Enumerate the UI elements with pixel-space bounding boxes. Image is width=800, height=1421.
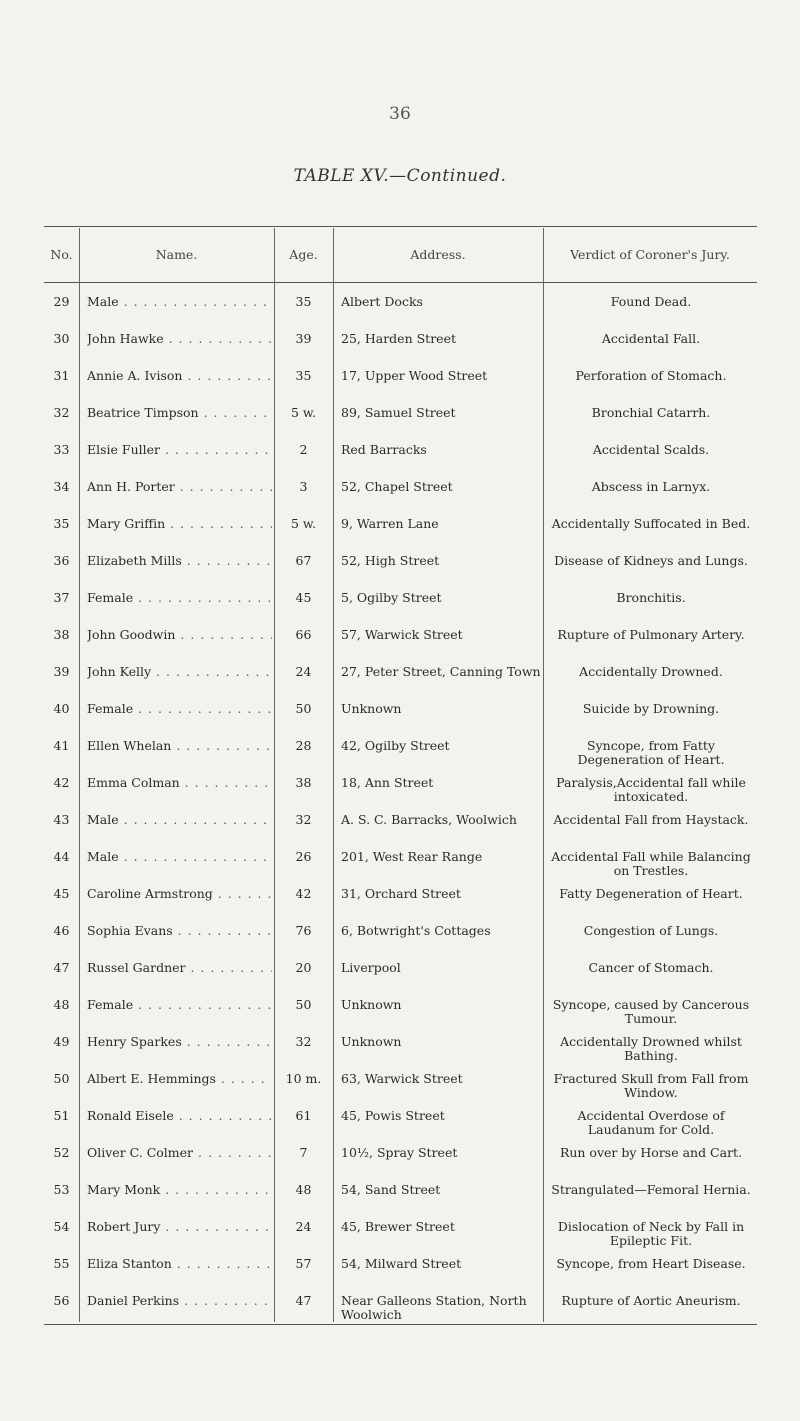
row-verdict: Run over by Horse and Cart. (559, 1145, 743, 1160)
row-address-text: Red Barracks (341, 443, 427, 457)
row-number: 32 (53, 405, 70, 420)
table-row (44, 1211, 757, 1248)
row-number: 33 (53, 442, 70, 457)
row-age: 48 (295, 1182, 312, 1197)
row-age: 61 (295, 1108, 312, 1123)
table-title: TABLE XV.—Continued. (293, 166, 507, 186)
table-row (44, 767, 757, 804)
row-age: 7 (299, 1145, 308, 1160)
row-name-text: Sophia Evans (87, 924, 173, 938)
row-number: 34 (53, 479, 70, 494)
row-name (87, 924, 272, 938)
row-address-text: 45, Brewer Street (341, 1220, 455, 1234)
row-number: 30 (53, 331, 70, 346)
row-address-text: 57, Warwick Street (341, 628, 463, 642)
row-name-text: Elizabeth Mills (87, 554, 182, 568)
row-address-text: 9, Warren Lane (341, 517, 439, 531)
row-number: 56 (53, 1293, 70, 1308)
table-row (44, 286, 757, 323)
header-bottom-rule (44, 282, 757, 283)
row-verdict: Syncope, caused by Cancerous Tumour. (552, 997, 750, 1026)
row-name (87, 628, 272, 642)
header-address: Address. (410, 247, 466, 262)
row-name-text: Daniel Perkins (87, 1294, 180, 1308)
row-name-text: Henry Sparkes (87, 1035, 182, 1049)
row-age: 32 (295, 812, 312, 827)
table-row (44, 582, 757, 619)
row-address-text: 89, Samuel Street (341, 406, 456, 420)
row-age: 57 (295, 1256, 312, 1271)
page-number: 36 (389, 104, 411, 124)
row-age: 47 (295, 1293, 312, 1308)
row-number: 41 (53, 738, 70, 753)
row-name (87, 369, 272, 383)
row-number: 54 (53, 1219, 70, 1234)
row-name (87, 776, 272, 790)
table-row (44, 1100, 757, 1137)
row-name (87, 554, 272, 568)
row-verdict: Accidental Overdose of Laudanum for Cold. (577, 1108, 725, 1137)
row-name (87, 1072, 272, 1086)
row-age: 50 (295, 701, 312, 716)
row-name-text: Mary Griffin (87, 517, 166, 531)
row-address-text: 52, High Street (341, 554, 440, 568)
row-address-text: 201, West Rear Range (341, 850, 483, 864)
row-verdict: Strangulated—Femoral Hernia. (551, 1182, 751, 1197)
row-verdict: Fatty Degeneration of Heart. (559, 886, 743, 901)
table-row (44, 1026, 757, 1063)
row-address-text: 10½, Spray Street (341, 1146, 458, 1160)
row-verdict: Dislocation of Neck by Fall in Epileptic Fit. (557, 1219, 745, 1248)
row-age: 42 (295, 886, 312, 901)
row-verdict: Bronchial Catarrh. (591, 405, 711, 420)
row-verdict: Accidental Fall from Haystack. (553, 812, 749, 827)
row-address (341, 1072, 541, 1086)
header-verdict: Verdict of Coroner's Jury. (570, 247, 730, 262)
row-name-text: Male (87, 295, 119, 309)
row-address (341, 1294, 541, 1322)
row-name (87, 665, 272, 679)
row-name (87, 1257, 272, 1271)
row-name (87, 443, 272, 457)
row-name-text: Beatrice Timpson (87, 406, 199, 420)
row-number: 43 (53, 812, 70, 827)
table-row (44, 434, 757, 471)
row-number: 45 (53, 886, 70, 901)
table-row (44, 989, 757, 1026)
row-age: 35 (295, 368, 312, 383)
row-name (87, 406, 272, 420)
row-address (341, 443, 541, 457)
row-name (87, 998, 272, 1012)
row-address (341, 406, 541, 420)
row-name (87, 739, 272, 753)
row-number: 47 (53, 960, 70, 975)
table-header (44, 228, 757, 282)
row-verdict: Paralysis,Accidental fall while intoxicated. (556, 775, 746, 804)
row-name-text: Female (87, 702, 134, 716)
row-number: 29 (53, 294, 70, 309)
row-number: 31 (53, 368, 70, 383)
row-number: 37 (53, 590, 70, 605)
row-name-text: Russel Gardner (87, 961, 186, 975)
table-row (44, 471, 757, 508)
header-name: Name. (155, 247, 198, 262)
row-name-text: Albert E. Hemmings (87, 1072, 216, 1086)
row-address-text: 45, Powis Street (341, 1109, 445, 1123)
table-row (44, 841, 757, 878)
row-number: 40 (53, 701, 70, 716)
table-row (44, 1248, 757, 1285)
row-age: 66 (295, 627, 312, 642)
row-age: 5 w. (290, 516, 317, 531)
row-name (87, 887, 272, 901)
row-number: 53 (53, 1182, 70, 1197)
row-age: 35 (295, 294, 312, 309)
row-address (341, 369, 541, 383)
row-name-text: John Kelly (87, 665, 152, 679)
row-number: 36 (53, 553, 70, 568)
row-name (87, 1109, 272, 1123)
table-row (44, 1137, 757, 1174)
table-row (44, 915, 757, 952)
row-address-text: Near Galleons Station, North Woolwich (341, 1294, 527, 1322)
row-name (87, 1035, 272, 1049)
table-row (44, 508, 757, 545)
row-address-text: A. S. C. Barracks, Woolwich (341, 813, 517, 827)
row-address-text: 54, Sand Street (341, 1183, 441, 1197)
row-address-text: Unknown (341, 702, 402, 716)
row-verdict: Accidental Fall. (601, 331, 701, 346)
row-address (341, 1035, 541, 1049)
row-address (341, 1109, 541, 1123)
row-age: 5 w. (290, 405, 317, 420)
table-body (44, 286, 757, 1322)
row-age: 38 (295, 775, 312, 790)
row-address-text: 6, Botwright's Cottages (341, 924, 491, 938)
row-number: 55 (53, 1256, 70, 1271)
row-number: 39 (53, 664, 70, 679)
row-name (87, 517, 272, 531)
row-address (341, 961, 541, 975)
row-address-text: Unknown (341, 1035, 402, 1049)
row-age: 45 (295, 590, 312, 605)
row-age: 3 (299, 479, 308, 494)
row-address (341, 295, 541, 309)
row-number: 35 (53, 516, 70, 531)
row-verdict: Perforation of Stomach. (575, 368, 727, 383)
row-age: 67 (295, 553, 312, 568)
row-number: 49 (53, 1034, 70, 1049)
row-verdict: Cancer of Stomach. (588, 960, 714, 975)
row-number: 46 (53, 923, 70, 938)
table-top-rule (44, 226, 757, 227)
row-address-text: 5, Ogilby Street (341, 591, 442, 605)
row-age: 26 (295, 849, 312, 864)
row-verdict: Found Dead. (610, 294, 692, 309)
row-address-text: Albert Docks (341, 295, 423, 309)
table-row (44, 656, 757, 693)
row-number: 38 (53, 627, 70, 642)
row-name-text: Eliza Stanton (87, 1257, 172, 1271)
row-name-text: John Hawke (87, 332, 164, 346)
row-name (87, 1294, 272, 1308)
row-name (87, 850, 272, 864)
row-age: 10 m. (285, 1071, 322, 1086)
row-name-text: Male (87, 813, 119, 827)
row-address (341, 1220, 541, 1234)
row-name (87, 480, 272, 494)
row-name (87, 1220, 272, 1234)
row-address-text: 42, Ogilby Street (341, 739, 450, 753)
table-bottom-rule (44, 1324, 757, 1325)
row-name-text: Annie A. Ivison (87, 369, 183, 383)
row-age: 28 (295, 738, 312, 753)
row-address (341, 702, 541, 716)
row-name-text: Ann H. Porter (87, 480, 175, 494)
row-verdict: Rupture of Aortic Aneurism. (561, 1293, 741, 1308)
row-verdict: Disease of Kidneys and Lungs. (554, 553, 748, 568)
row-address-text: 27, Peter Street, Canning Town (341, 665, 541, 679)
row-address-text: 18, Ann Street (341, 776, 434, 790)
row-address-text: 52, Chapel Street (341, 480, 453, 494)
row-address (341, 887, 541, 901)
row-address-text: 31, Orchard Street (341, 887, 461, 901)
row-name-text: Caroline Armstrong (87, 887, 213, 901)
row-address-text: 63, Warwick Street (341, 1072, 463, 1086)
row-address (341, 1183, 541, 1197)
row-address-text: 17, Upper Wood Street (341, 369, 488, 383)
row-name (87, 1183, 272, 1197)
row-name (87, 332, 272, 346)
row-name (87, 813, 272, 827)
row-address (341, 480, 541, 494)
row-name (87, 1146, 272, 1160)
table-row (44, 619, 757, 656)
row-address-text: 25, Harden Street (341, 332, 456, 346)
row-verdict: Accidentally Suffocated in Bed. (551, 516, 751, 531)
table-row (44, 804, 757, 841)
row-name-text: Robert Jury (87, 1220, 161, 1234)
row-age: 50 (295, 997, 312, 1012)
table-row (44, 545, 757, 582)
row-address (341, 776, 541, 790)
row-age: 76 (295, 923, 312, 938)
row-address (341, 739, 541, 753)
row-name-text: John Goodwin (87, 628, 176, 642)
row-name (87, 702, 272, 716)
row-address-text: 54, Milward Street (341, 1257, 462, 1271)
row-age: 24 (295, 664, 312, 679)
row-verdict: Suicide by Drowning. (582, 701, 720, 716)
row-number: 48 (53, 997, 70, 1012)
row-name-text: Ellen Whelan (87, 739, 172, 753)
row-name (87, 961, 272, 975)
row-address (341, 998, 541, 1012)
row-number: 44 (53, 849, 70, 864)
table-row (44, 952, 757, 989)
table-row (44, 1174, 757, 1211)
table-row (44, 1063, 757, 1100)
row-address (341, 517, 541, 531)
row-address (341, 1257, 541, 1271)
row-verdict: Accidentally Drowned whilst Bathing. (560, 1034, 742, 1063)
row-verdict: Syncope, from Heart Disease. (556, 1256, 746, 1271)
row-name-text: Male (87, 850, 119, 864)
row-age: 32 (295, 1034, 312, 1049)
row-address-text: Liverpool (341, 961, 401, 975)
row-verdict: Congestion of Lungs. (583, 923, 719, 938)
row-address (341, 332, 541, 346)
row-verdict: Rupture of Pulmonary Artery. (557, 627, 745, 642)
table-row (44, 323, 757, 360)
row-verdict: Fractured Skull from Fall from Window. (553, 1071, 749, 1100)
row-age: 24 (295, 1219, 312, 1234)
row-address (341, 628, 541, 642)
row-age: 2 (299, 442, 308, 457)
row-age: 20 (295, 960, 312, 975)
row-name-text: Oliver C. Colmer (87, 1146, 194, 1160)
row-number: 50 (53, 1071, 70, 1086)
table-row (44, 397, 757, 434)
row-verdict: Accidental Fall while Balancing on Trestles. (551, 849, 751, 878)
row-name-text: Female (87, 998, 134, 1012)
row-address (341, 665, 541, 679)
row-number: 42 (53, 775, 70, 790)
row-number: 52 (53, 1145, 70, 1160)
table-row (44, 1285, 757, 1322)
table-row (44, 360, 757, 397)
row-address (341, 1146, 541, 1160)
row-address (341, 813, 541, 827)
header-no: No. (50, 247, 73, 262)
row-verdict: Accidental Scalds. (592, 442, 710, 457)
row-name (87, 591, 272, 605)
row-verdict: Syncope, from Fatty Degeneration of Heart. (577, 738, 725, 767)
row-name-text: Elsie Fuller (87, 443, 160, 457)
table-row (44, 730, 757, 767)
row-verdict: Bronchitis. (616, 590, 686, 605)
row-address-text: Unknown (341, 998, 402, 1012)
table-row (44, 878, 757, 915)
header-age: Age. (289, 247, 318, 262)
row-name-text: Ronald Eisele (87, 1109, 174, 1123)
row-address (341, 554, 541, 568)
row-address (341, 591, 541, 605)
table-row (44, 693, 757, 730)
row-address (341, 924, 541, 938)
row-name (87, 295, 272, 309)
row-verdict: Accidentally Drowned. (579, 664, 723, 679)
row-age: 39 (295, 331, 312, 346)
row-address (341, 850, 541, 864)
row-name-text: Female (87, 591, 134, 605)
row-number: 51 (53, 1108, 70, 1123)
row-name-text: Mary Monk (87, 1183, 161, 1197)
row-verdict: Abscess in Larnyx. (591, 479, 711, 494)
row-name-text: Emma Colman (87, 776, 180, 790)
